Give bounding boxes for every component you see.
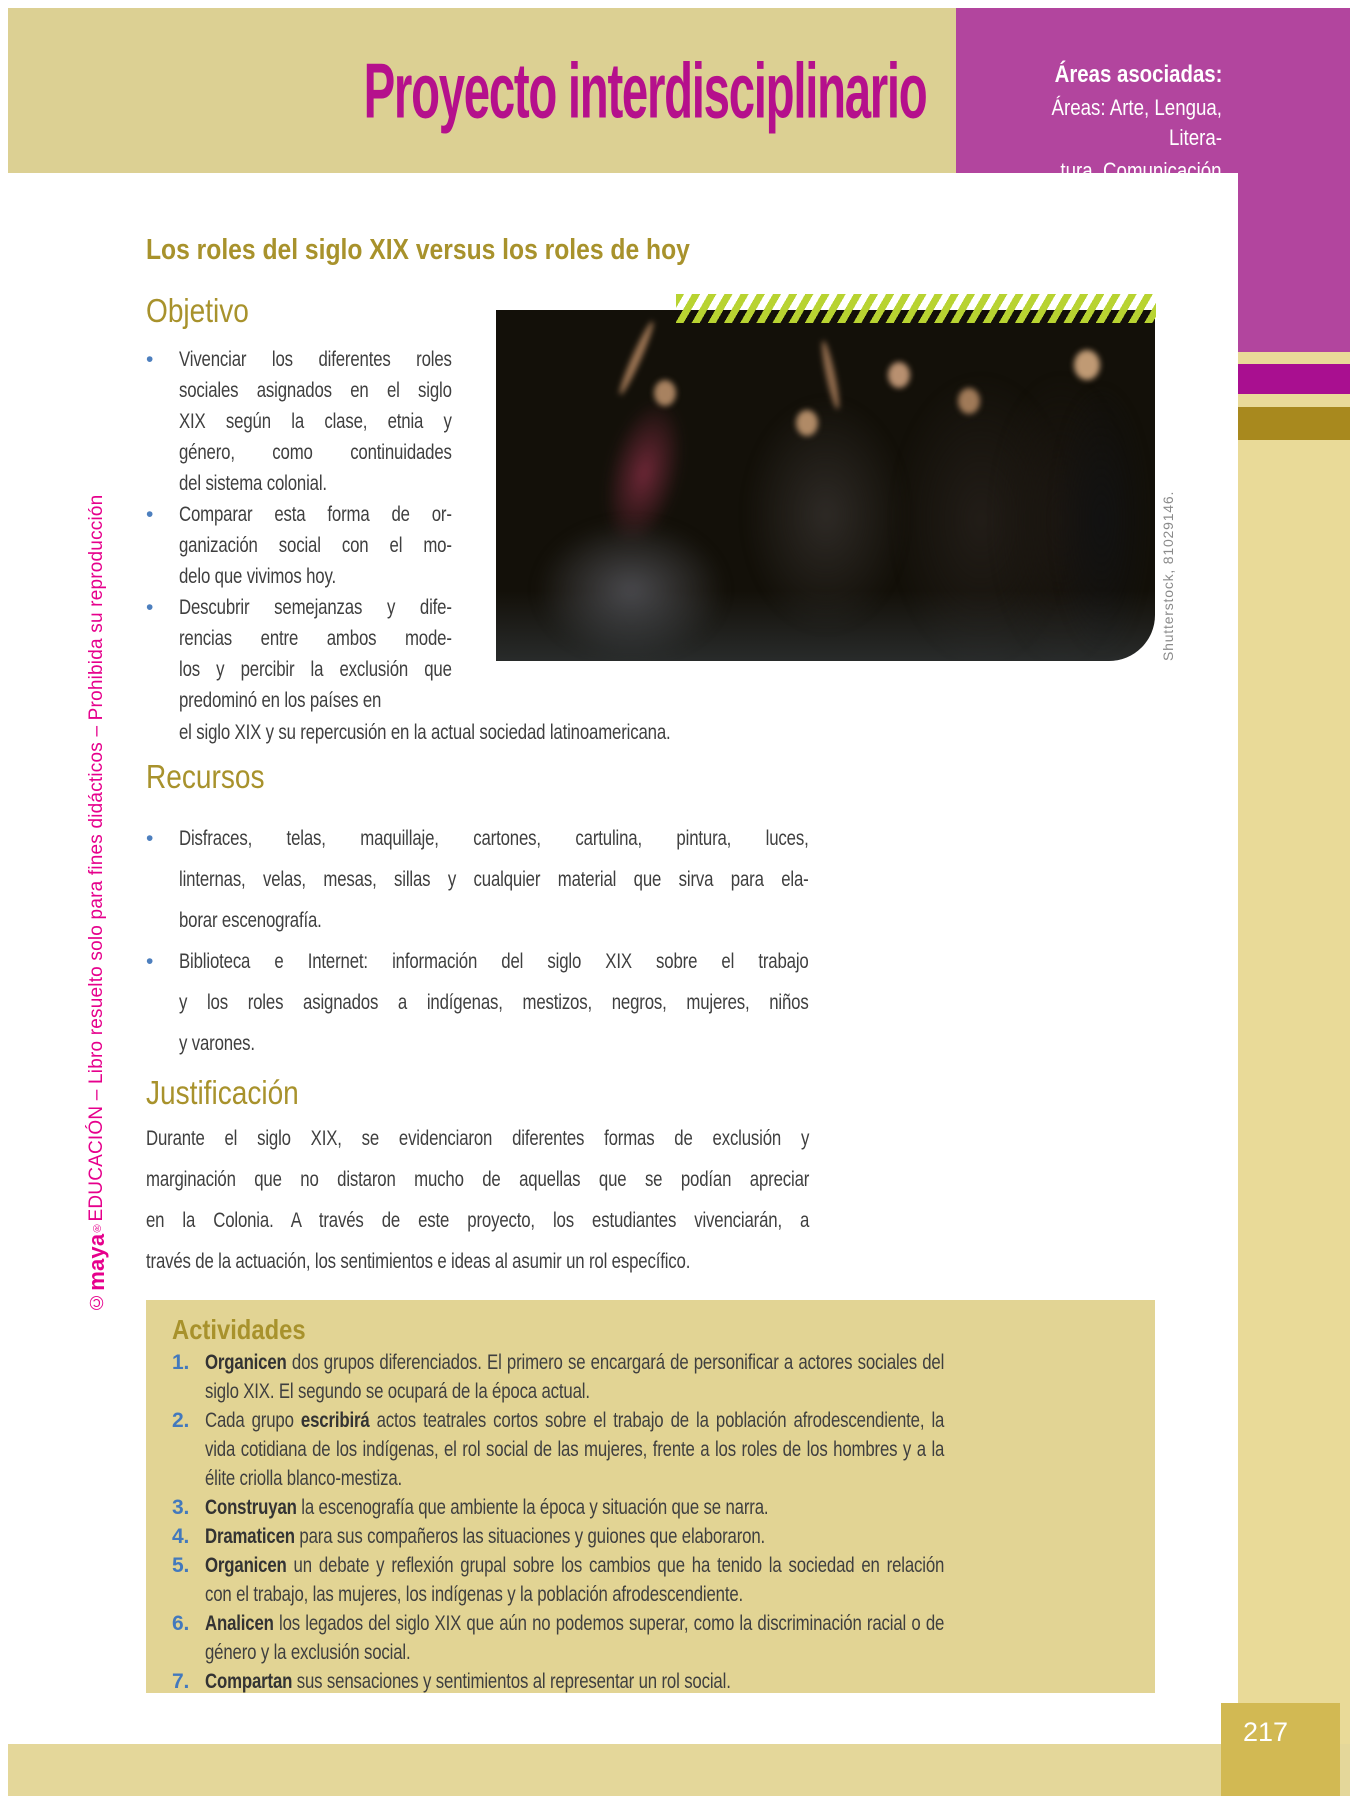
justificacion-paragraph <box>146 1118 809 1282</box>
photo-figure-head <box>1074 350 1100 380</box>
header-banner <box>8 8 956 173</box>
text-line: y los roles asignados a indígenas, mestizos, negros, mujeres, niños <box>179 991 809 1014</box>
activity-item <box>172 1551 1129 1609</box>
text-line: con el trabajo, las mujeres, los indígenas y la población afrodescendiente. <box>205 1583 744 1606</box>
text-line: Descubrir semejanzas y dife- <box>179 596 452 619</box>
text-line: Disfraces, telas, maquillaje, cartones, cartulina, pintura, luces, <box>179 827 809 850</box>
text-line: del sistema colonial. <box>179 472 327 495</box>
page-title: Proyecto interdisciplinario <box>363 46 926 135</box>
areas-box-line: tura, Comunicación <box>1060 158 1222 183</box>
photo-figure-head <box>888 362 910 388</box>
areas-box-line: Áreas: Arte, Lengua, Litera- <box>1051 95 1222 150</box>
watermark-copyright-symbol: © <box>86 1290 107 1312</box>
text-line: Comparar esta forma de or- <box>179 503 452 526</box>
text-line: rencias entre ambos mode- <box>179 627 452 650</box>
text-line: Construyan la escenografía que ambiente la época y situación que se narra. <box>205 1496 769 1519</box>
activity-item <box>172 1522 1129 1551</box>
page-number: 217 <box>1243 1717 1289 1747</box>
photo-figure-arm <box>616 320 657 397</box>
text-line: sociales asignados en el siglo <box>179 379 452 402</box>
text-line: género y la exclusión social. <box>205 1641 411 1664</box>
activity-item <box>172 1406 1129 1493</box>
text-line: siglo XIX. El segundo se ocupará de la época actual. <box>205 1380 590 1403</box>
stage-floor <box>496 591 1155 661</box>
activity-number: 1. <box>172 1351 190 1374</box>
text-line: predominó en los países en <box>179 689 382 712</box>
section-title: Los roles del siglo XIX versus los roles de hoy <box>146 234 690 266</box>
bullet-dot: • <box>146 950 154 973</box>
activity-number: 2. <box>172 1409 190 1432</box>
photo-figure-head <box>958 388 980 414</box>
text-line: Cada grupo escribirá actos teatrales cortos sobre el trabajo de la población afrodescendiente, la <box>205 1409 945 1432</box>
objetivo-heading: Objetivo <box>146 292 249 329</box>
text-line: marginación que no distaron mucho de aquellas que se podían apreciar <box>146 1168 810 1191</box>
justificacion-heading: Justificación <box>146 1074 299 1111</box>
rail-tan-column <box>1238 440 1350 1796</box>
rail-purple-band <box>1238 8 1350 352</box>
text-line: en la Colonia. A través de este proyecto, los estudiantes vivenciarán, a <box>146 1209 810 1232</box>
actividades-heading: Actividades <box>172 1314 306 1345</box>
bullet-dot: • <box>146 348 154 371</box>
areas-box-heading: Áreas asociadas: <box>1054 61 1222 88</box>
text-line: Compartan sus sensaciones y sentimientos al representar un rol social. <box>205 1670 731 1693</box>
text-line: élite criolla blanco-mestiza. <box>205 1467 403 1490</box>
activity-number: 3. <box>172 1496 190 1519</box>
activity-item <box>172 1609 1129 1667</box>
activity-item <box>172 1493 1129 1522</box>
rail-tan-band <box>1238 394 1350 407</box>
bullet-dot: • <box>146 596 154 619</box>
activity-item <box>172 1667 1129 1696</box>
watermark-registered-symbol: ® <box>91 1221 103 1234</box>
text-line: través de la actuación, los sentimientos e ideas al asumir un rol específico. <box>146 1250 691 1273</box>
photo-credit-caption: Shutterstock, 81029146. <box>1160 490 1176 661</box>
bullet-dot: • <box>146 827 154 850</box>
activity-item <box>172 1348 1129 1406</box>
actividades-box <box>146 1300 1155 1693</box>
copyright-watermark <box>84 490 114 1312</box>
activity-number: 4. <box>172 1525 190 1548</box>
rail-magenta-band <box>1238 364 1350 394</box>
text-line: ganización social con el mo- <box>179 534 452 557</box>
text-line: delo que vivimos hoy. <box>179 565 336 588</box>
activity-number: 7. <box>172 1670 190 1693</box>
photo-figure-head <box>654 380 676 406</box>
text-line: Organicen dos grupos diferenciados. El primero se encargará de personificar a actores sociales del <box>205 1351 945 1374</box>
areas-box <box>956 8 1238 183</box>
bullet-item <box>146 818 986 941</box>
activity-number: 6. <box>172 1612 190 1635</box>
photo-figure-head <box>796 410 818 436</box>
text-line: Vivenciar los diferentes roles <box>179 348 452 371</box>
actividades-list <box>172 1348 1129 1696</box>
theatre-photo <box>496 310 1155 661</box>
hazard-stripes-decoration <box>676 294 1156 323</box>
text-line: borar escenografía. <box>179 909 322 932</box>
watermark-brand: maya <box>84 1233 109 1291</box>
rail-gold-band <box>1238 407 1350 440</box>
recursos-bullet-list <box>146 818 986 1064</box>
recursos-heading: Recursos <box>146 758 265 795</box>
text-line: género, como continuidades <box>179 441 452 464</box>
text-line: Dramaticen para sus compañeros las situaciones y guiones que elaboraron. <box>205 1525 766 1548</box>
text-line: los y percibir la exclusión que <box>179 658 452 681</box>
page-number-box <box>1221 1703 1340 1796</box>
bullet-item <box>146 941 986 1064</box>
text-line: vida cotidiana de los indígenas, el rol social de las mujeres, frente a los roles de los hombres y a la <box>205 1438 945 1461</box>
text-line: Organicen un debate y reflexión grupal sobre los cambios que ha tenido la sociedad en relación <box>205 1554 945 1577</box>
activity-number: 5. <box>172 1554 190 1577</box>
objetivo-continuation-line: el siglo XIX y su repercusión en la actual sociedad latinoamericana. <box>179 721 671 744</box>
footer-band <box>8 1744 1350 1796</box>
watermark-text: EDUCACIÓN – Libro resuelto solo para fines didácticos – Prohibida su reproducción <box>86 494 107 1222</box>
text-line: Biblioteca e Internet: información del siglo XIX sobre el trabajo <box>179 950 809 973</box>
text-line: Durante el siglo XIX, se evidenciaron diferentes formas de exclusión y <box>146 1127 810 1150</box>
text-line: y varones. <box>179 1032 255 1055</box>
bullet-dot: • <box>146 503 154 526</box>
rail-tan-band <box>1238 352 1350 364</box>
text-line: linternas, velas, mesas, sillas y cualquier material que sirva para ela- <box>179 868 809 891</box>
text-line: Analicen los legados del siglo XIX que aún no podemos superar, como la discriminación racial o de <box>205 1612 945 1635</box>
text-line: XIX según la clase, etnia y <box>179 410 452 433</box>
